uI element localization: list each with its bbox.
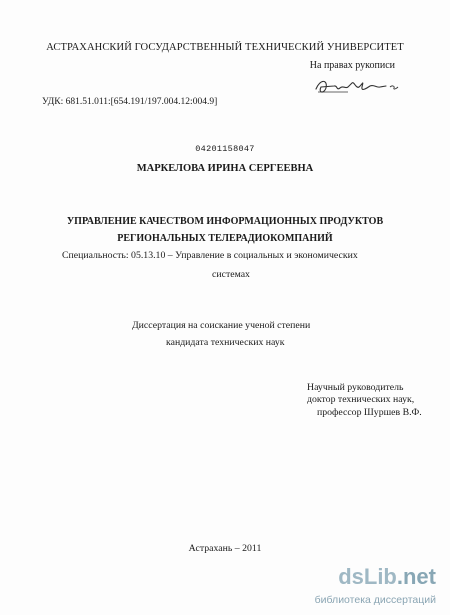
specialty-line1: Специальность: 05.13.10 – Управление в социальных и экономических [62,250,358,261]
university-name: АСТРАХАНСКИЙ ГОСУДАРСТВЕННЫЙ ТЕХНИЧЕСКИЙ УНИВЕРСИТЕТ [46,42,404,53]
author-name: МАРКЕЛОВА ИРИНА СЕРГЕЕВНА [136,163,314,174]
advisor-label: Научный руководитель [307,382,404,393]
logo-net: .net [396,564,436,589]
degree-line1: Диссертация на соискание ученой степени [132,320,311,331]
advisor-name: профессор Шуршев В.Ф. [317,407,422,418]
degree-line2: кандидата технических наук [166,337,285,348]
city-year: Астрахань – 2011 [188,543,262,554]
dissertation-title-line1: УПРАВЛЕНИЕ КАЧЕСТВОМ ИНФОРМАЦИОННЫХ ПРОДУКТОВ [66,216,384,227]
manuscript-note: На правах рукописи [309,60,395,71]
document-number: 04201158047 [195,144,255,154]
dslib-logo [338,566,436,588]
handwritten-signature [312,75,402,97]
logo-lib: Lib [363,564,397,589]
logo-ds: ds [338,564,364,589]
dissertation-title-line2: РЕГИОНАЛЬНЫХ ТЕЛЕРАДИОКОМПАНИЙ [117,233,333,244]
udk-code: УДК: 681.51.011:[654.191/197.004.12:004.9] [42,97,218,107]
watermark-caption: библиотека диссертаций [314,594,436,606]
advisor-degree: доктор технических наук, [307,394,415,405]
specialty-line2: системах [212,269,250,280]
